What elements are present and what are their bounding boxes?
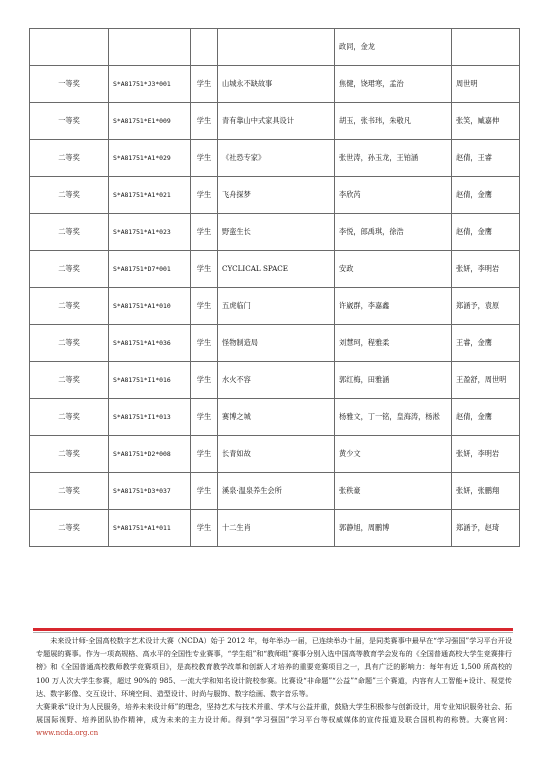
role-cell	[191, 29, 218, 66]
mentor-cell: 郑涵予，赵琦	[452, 510, 520, 547]
members-cell: 张世涛，孙玉龙，王铂涵	[335, 140, 452, 177]
code-cell: S*A81751*A1*023	[109, 214, 191, 251]
table-row	[30, 214, 520, 251]
title-cell: 飞舟探梦	[218, 177, 335, 214]
role-cell: 学生	[191, 214, 218, 251]
role-cell: 学生	[191, 362, 218, 399]
level-cell: 二等奖	[30, 436, 109, 473]
footer-gray-divider	[33, 632, 513, 633]
mentor-cell: 张妍，张鹏翔	[452, 473, 520, 510]
level-cell	[30, 29, 109, 66]
level-cell: 二等奖	[30, 510, 109, 547]
table-row	[30, 325, 520, 362]
role-cell: 学生	[191, 399, 218, 436]
table-row	[30, 473, 520, 510]
title-cell: 长青如故	[218, 436, 335, 473]
table-row	[30, 29, 520, 66]
title-cell: 怪物制造局	[218, 325, 335, 362]
code-cell	[109, 29, 191, 66]
awards-table-body	[30, 29, 520, 547]
level-cell: 二等奖	[30, 362, 109, 399]
title-cell: CYCLICAL SPACE	[218, 251, 335, 288]
mentor-cell: 王盈舒，周世明	[452, 362, 520, 399]
footer-mission-text: 大赛秉承“设计为人民服务，培养未来设计师”的理念，坚持艺术与技术并重、学术与公益并重，鼓励大学生积极参与创新设计，用专业知识服务社会、拓展国际视野、培养团队协作精神，成为未来的主力设计师。得到“学习强国”学习平台等权威媒体的宣传报道及联合国机构的称赞。大赛官网：	[36, 702, 512, 725]
members-cell: 安政	[335, 251, 452, 288]
members-cell: 郭红梅，田雅涵	[335, 362, 452, 399]
members-cell: 焦健，饶珺寒，孟治	[335, 66, 452, 103]
members-cell: 刘慧珂，程雅柔	[335, 325, 452, 362]
code-cell: S*A81751*J3*001	[109, 66, 191, 103]
members-cell: 杨雅文，丁一铭，皇海涛，杨淞	[335, 399, 452, 436]
mentor-cell: 赵倩，金鹰	[452, 399, 520, 436]
title-cell: 五虎临门	[218, 288, 335, 325]
code-cell: S*A81751*E1*009	[109, 103, 191, 140]
role-cell: 学生	[191, 288, 218, 325]
code-cell: S*A81751*I1*013	[109, 399, 191, 436]
footer-paragraph-mission	[36, 700, 512, 740]
level-cell: 二等奖	[30, 473, 109, 510]
table-row	[30, 177, 520, 214]
table-row	[30, 140, 520, 177]
role-cell: 学生	[191, 140, 218, 177]
members-cell: 郭静旭，周鹏博	[335, 510, 452, 547]
mentor-cell: 张笑，臧嘉伸	[452, 103, 520, 140]
title-cell: 青有靠山中式家具设计	[218, 103, 335, 140]
footer-paragraph-intro: 未来设计师·全国高校数字艺术设计大赛（NCDA）始于 2012 年，每年举办一届，已连续举办十届，是同类赛事中最早在“学习强国”学习平台开设专题展的赛事。作为一项高规格、高水平的全国性专业赛事，“学生组”和“教师组”赛事分别入选中国高等教育学会发布的《全国普通高校大学生竞赛排行榜》和《全国普通高校教师教学竞赛项目》，是高校教育教学改革和创新人才培养的重要竞赛项目之一，具有广泛的影响力：每年有近 1,500 所高校的 100 万人次大学生参赛，超过 90%的 985、一流大学和知名设计院校参赛。比赛设“非命题”“公益”“命题”三个赛道，内容有人工智能+设计、视觉传达、数字影像、交互设计、环境空间、造型设计、时尚与服饰、数字绘画、数字音乐等。	[36, 636, 512, 698]
footer-red-divider	[33, 628, 513, 631]
mentor-cell	[452, 29, 520, 66]
title-cell: 溪泉·温泉养生会所	[218, 473, 335, 510]
code-cell: S*A81751*A1*021	[109, 177, 191, 214]
level-cell: 二等奖	[30, 325, 109, 362]
members-cell: 黄少文	[335, 436, 452, 473]
members-cell: 政同，金龙	[335, 29, 452, 66]
code-cell: S*A81751*A1*010	[109, 288, 191, 325]
code-cell: S*A81751*D2*008	[109, 436, 191, 473]
footer-description	[36, 634, 512, 740]
level-cell: 一等奖	[30, 66, 109, 103]
table-row	[30, 510, 520, 547]
table-row	[30, 288, 520, 325]
title-cell: 赛博之城	[218, 399, 335, 436]
mentor-cell: 赵倩，金鹰	[452, 177, 520, 214]
mentor-cell: 赵倩，王睿	[452, 140, 520, 177]
role-cell: 学生	[191, 325, 218, 362]
code-cell: S*A81751*A1*036	[109, 325, 191, 362]
role-cell: 学生	[191, 510, 218, 547]
mentor-cell: 张妍，李明岩	[452, 251, 520, 288]
mentor-cell: 周世明	[452, 66, 520, 103]
role-cell: 学生	[191, 436, 218, 473]
table-row	[30, 66, 520, 103]
table-row	[30, 362, 520, 399]
level-cell: 二等奖	[30, 288, 109, 325]
role-cell: 学生	[191, 103, 218, 140]
awards-table	[29, 28, 520, 547]
title-cell: 十二生肖	[218, 510, 335, 547]
code-cell: S*A81751*D7*001	[109, 251, 191, 288]
members-cell: 李悦，郎禹琪，徐浩	[335, 214, 452, 251]
role-cell: 学生	[191, 473, 218, 510]
official-website-link[interactable]: www.ncda.org.cn	[36, 728, 99, 738]
role-cell: 学生	[191, 251, 218, 288]
members-cell: 李欣芮	[335, 177, 452, 214]
code-cell: S*A81751*I1*016	[109, 362, 191, 399]
level-cell: 二等奖	[30, 251, 109, 288]
role-cell: 学生	[191, 66, 218, 103]
mentor-cell: 王睿，金鹰	[452, 325, 520, 362]
role-cell: 学生	[191, 177, 218, 214]
code-cell: S*A81751*A1*011	[109, 510, 191, 547]
mentor-cell: 郑涵予，袁原	[452, 288, 520, 325]
level-cell: 二等奖	[30, 214, 109, 251]
level-cell: 二等奖	[30, 399, 109, 436]
table-row	[30, 103, 520, 140]
title-cell	[218, 29, 335, 66]
members-cell: 胡玉，张书玮，朱敬凡	[335, 103, 452, 140]
table-row	[30, 436, 520, 473]
title-cell: 山城永不缺故事	[218, 66, 335, 103]
title-cell: 野蛮生长	[218, 214, 335, 251]
mentor-cell: 张妍，李明岩	[452, 436, 520, 473]
code-cell: S*A81751*D3*037	[109, 473, 191, 510]
title-cell: 《社恐专家》	[218, 140, 335, 177]
code-cell: S*A81751*A1*029	[109, 140, 191, 177]
members-cell: 张秩豪	[335, 473, 452, 510]
level-cell: 一等奖	[30, 103, 109, 140]
mentor-cell: 赵倩，金鹰	[452, 214, 520, 251]
level-cell: 二等奖	[30, 177, 109, 214]
members-cell: 许崴群，李嘉鑫	[335, 288, 452, 325]
title-cell: 水火不容	[218, 362, 335, 399]
level-cell: 二等奖	[30, 140, 109, 177]
table-row	[30, 251, 520, 288]
table-row	[30, 399, 520, 436]
